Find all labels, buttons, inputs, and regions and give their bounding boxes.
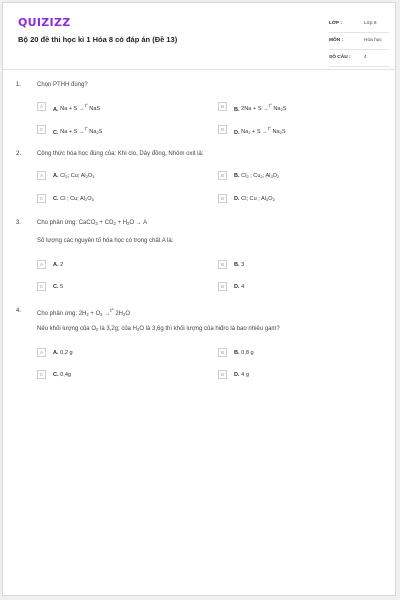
option-label: A. [53, 261, 59, 268]
meta-row-subject [329, 34, 389, 50]
meta-value: 4 [364, 55, 367, 60]
question-subtext: Nếu khối lượng của $O_2$ là 3,2g; của $H_2O$ là 3,6g thì khối lượng của hiđro là bao nhiêu gam? [37, 326, 280, 332]
question-number: 1. [16, 82, 22, 88]
option-label: A. [53, 172, 59, 179]
question-subtext: Số lượng các nguyên tố hóa học có trong chất A là: [37, 238, 174, 244]
option-letter-box: C [37, 125, 46, 134]
option-text: 0,8 g [241, 349, 254, 356]
option-letter-box: C [37, 194, 46, 203]
option-label: D. [234, 283, 240, 290]
option-text: Na + S →$^{t^\circ}$ NaS [60, 103, 101, 113]
worksheet-page [2, 2, 396, 596]
option-text: Cl ; Cu; $Al_2O_3$ [60, 195, 94, 202]
quizizz-logo: QUIZIZZ [18, 16, 71, 29]
question-text: Cho phản ứng: CaCO$_3$ + $CO_2 + H_2O \to A$ [37, 220, 148, 226]
option-letter-box: A [37, 171, 46, 180]
option-text: $Cl_2$ ; $Cu_2$; $Al_3O_2$ [241, 172, 280, 179]
option-letter-box: D [218, 282, 227, 291]
option-text: 0,2 g [60, 349, 73, 356]
option-text: $Na_2 + S \to^{t^\circ}$ $Na_2S$ [241, 126, 286, 136]
meta-row-class [329, 17, 389, 33]
question-text: Chọn PTHH đúng? [37, 82, 88, 88]
worksheet-header [3, 3, 395, 69]
option-text: $Cl_2$; Cu; $Al_2O_3$ [60, 172, 95, 179]
meta-value: Hóa học [364, 38, 382, 43]
option-label: A. [53, 349, 59, 356]
option-label: B. [234, 172, 240, 179]
meta-key: MÔN : [329, 38, 344, 43]
option-letter-box: B [218, 102, 227, 111]
question-text: Cho phản ứng: $2H_2 + O_2 \to^{t^\circ}$ $2H_2O$ [37, 308, 131, 317]
option-label: D. [234, 195, 240, 202]
option-label: C. [53, 129, 59, 136]
option-letter-box: D [218, 125, 227, 134]
meta-key: LỚP : [329, 21, 343, 26]
option-label: C. [53, 283, 59, 290]
meta-value: Lớp 8 [364, 21, 377, 26]
option-label: C. [53, 195, 59, 202]
option-label: B. [234, 106, 240, 113]
option-label: B. [234, 349, 240, 356]
option-text: Cl; Cu ; $Al_3O_2$ [241, 195, 275, 202]
meta-row-count [329, 51, 389, 67]
option-letter-box: A [37, 260, 46, 269]
option-letter-box: C [37, 370, 46, 379]
page-title: Bộ 20 đề thi học kì 1 Hóa 8 có đáp án (Đề 13) [18, 35, 178, 44]
option-label: D. [234, 371, 240, 378]
header-divider [3, 69, 395, 70]
option-letter-box: A [37, 348, 46, 357]
question-number: 4. [16, 308, 22, 314]
question-number: 2. [16, 151, 22, 157]
question-text: Công thức hóa học đúng của: Khí clo, Dây đồng, Nhôm oxit là: [37, 151, 204, 157]
option-label: C. [53, 371, 59, 378]
option-label: B. [234, 261, 240, 268]
option-text: 2 [60, 261, 64, 268]
option-label: D. [234, 129, 240, 136]
option-text: Na + S →$^{t^\circ}$ $Na_2S$ [60, 126, 103, 136]
meta-key: SỐ CÂU : [329, 55, 351, 60]
option-text: 4 [241, 283, 245, 290]
option-letter-box: D [218, 370, 227, 379]
option-label: A. [53, 106, 59, 113]
option-text: 5 [60, 283, 64, 290]
option-letter-box: A [37, 102, 46, 111]
option-text: 4 g [241, 371, 249, 378]
option-letter-box: C [37, 282, 46, 291]
option-text: 2Na + S →$^{t^\circ}$ $Na_2S$ [241, 103, 287, 113]
option-letter-box: D [218, 194, 227, 203]
option-letter-box: B [218, 260, 227, 269]
option-text: 0,4g [60, 371, 72, 378]
option-text: 3 [241, 261, 245, 268]
option-letter-box: B [218, 348, 227, 357]
question-number: 3. [16, 220, 22, 226]
option-letter-box: B [218, 171, 227, 180]
meta-panel [329, 17, 389, 68]
